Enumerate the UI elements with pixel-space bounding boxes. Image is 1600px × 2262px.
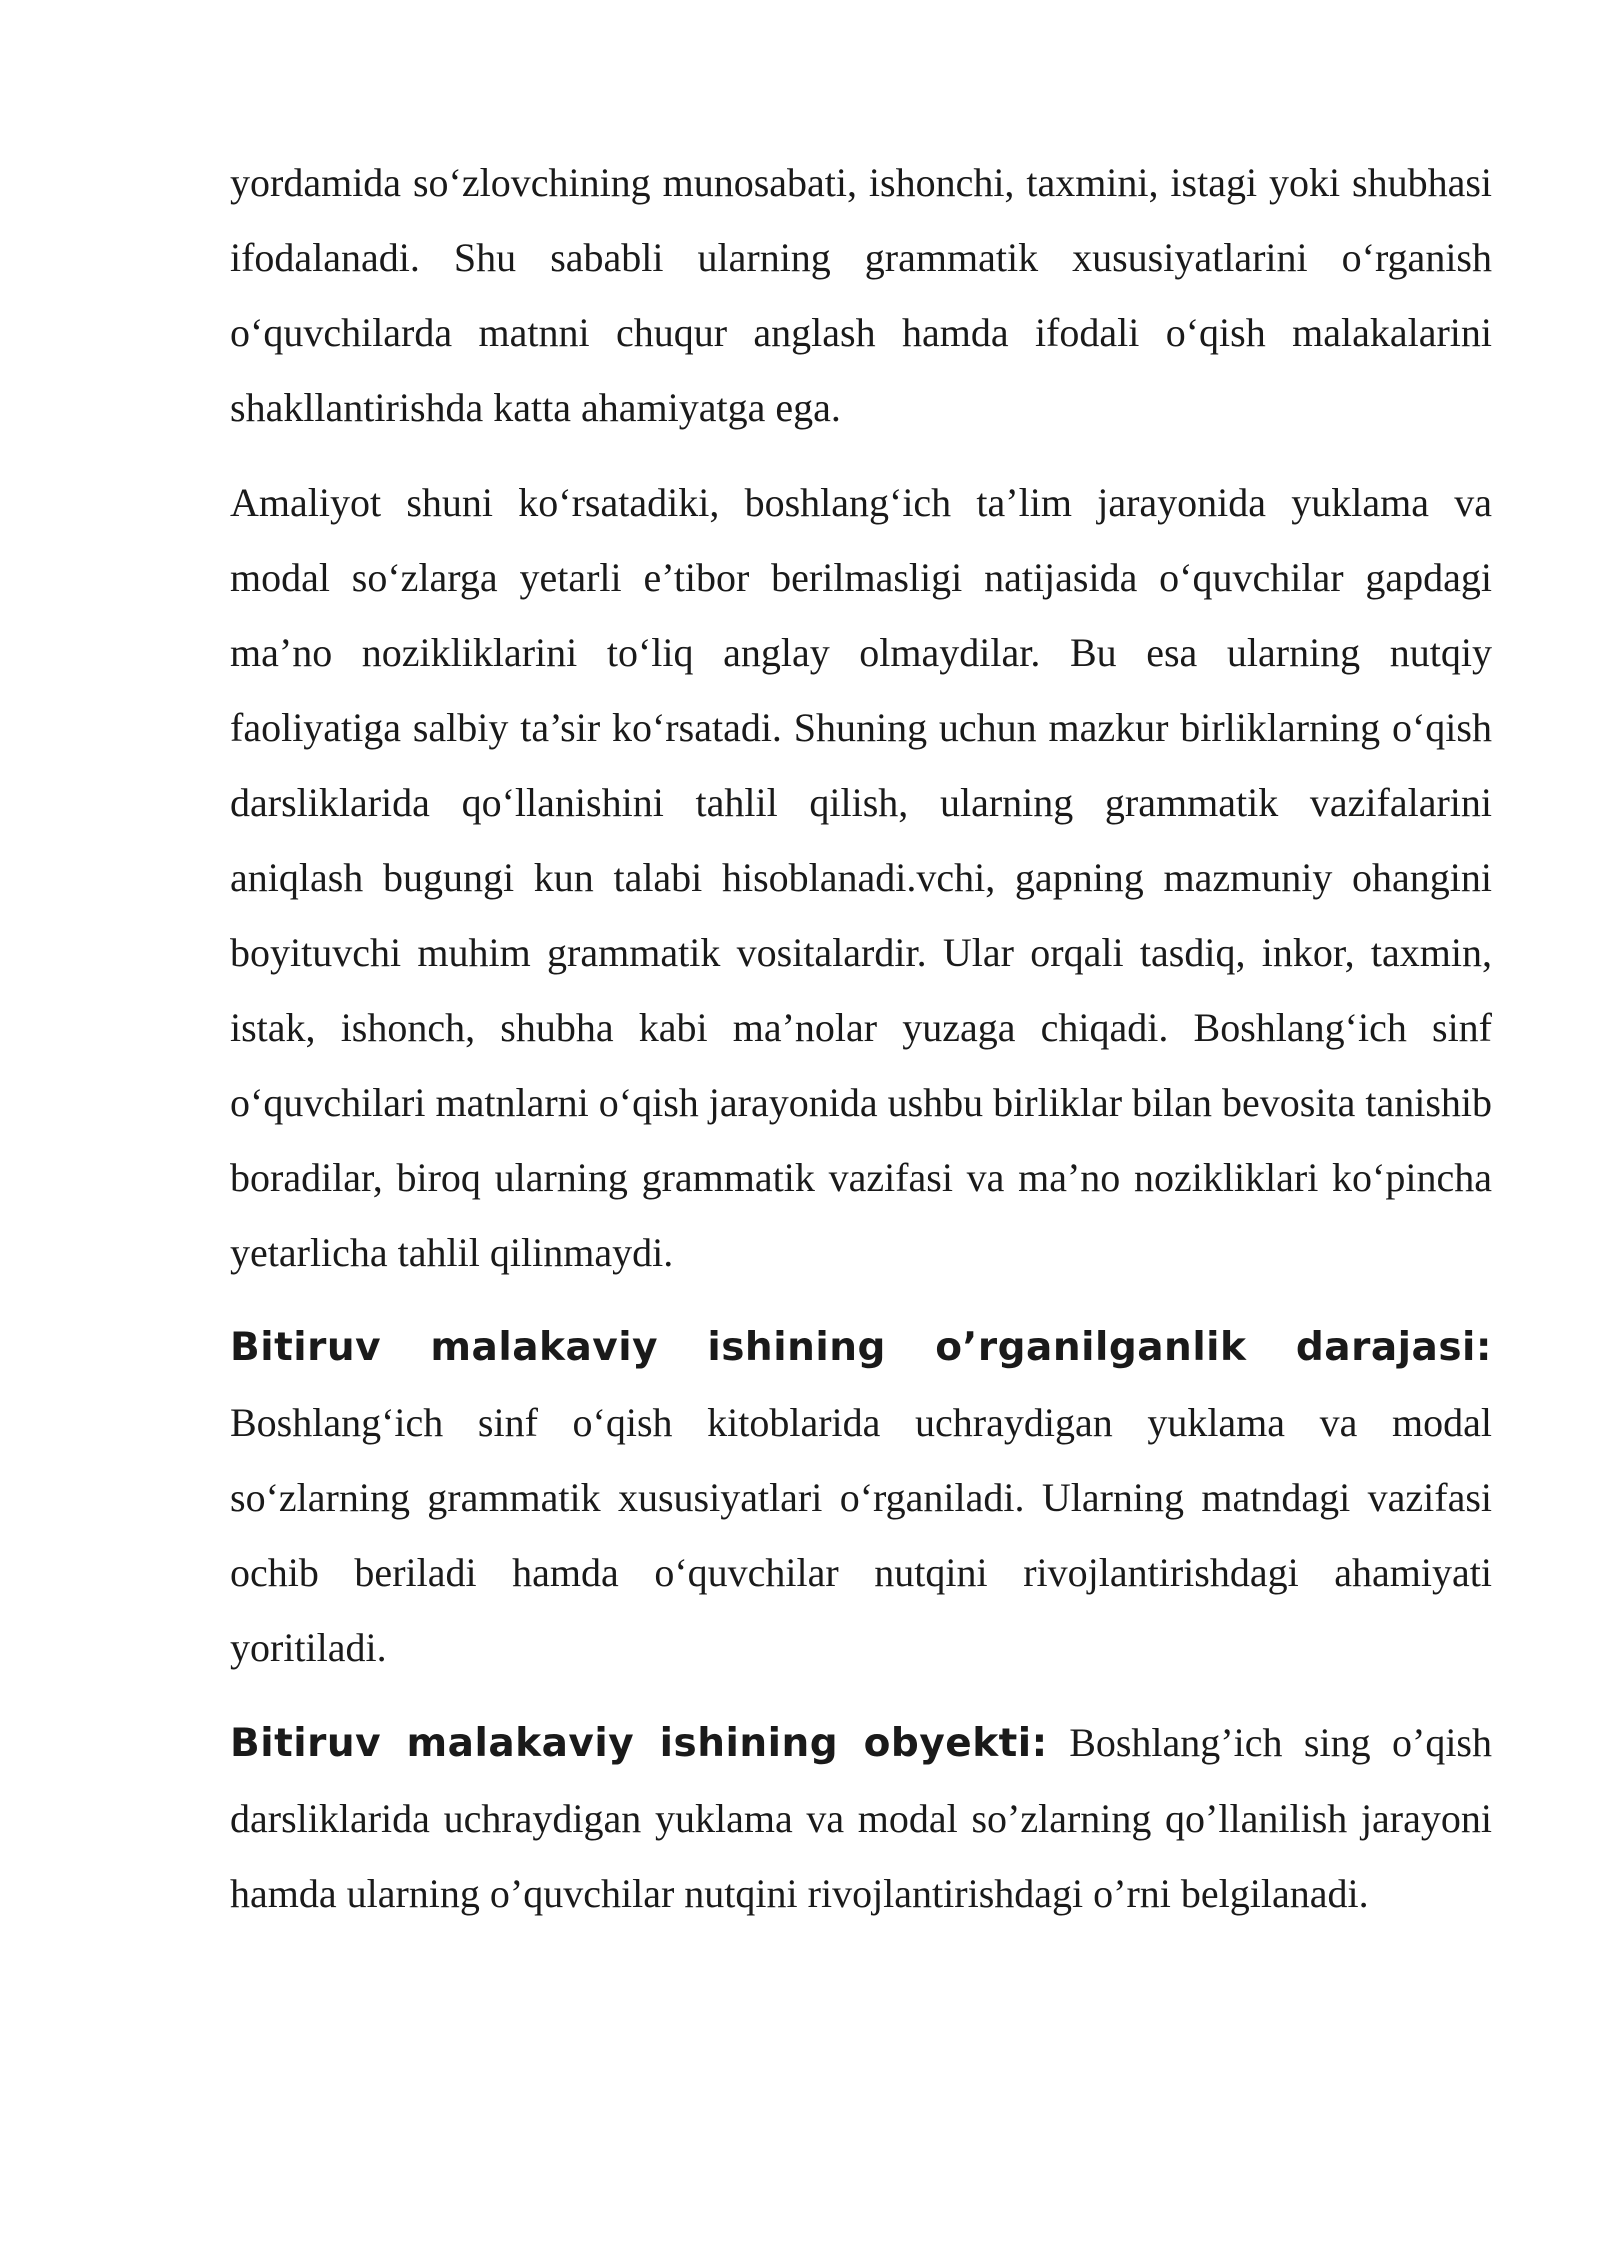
paragraph-intro: yordamida so‘zlovchining munosabati, ishonchi, taxmini, istagi yoki shubhasi ifodalanadi. Shu sababli ularning grammatik xususiyatlarini o‘rganish o‘quvchilarda matnni chuqur anglash hamda ifodali o‘qish malakalarini shakllantirishda katta ahamiyatga ega. <box>230 160 1492 430</box>
section-heading-study-level: Bitiruv malakaviy ishining o’rganilganlik darajasi: <box>230 1325 1492 1370</box>
section-heading-object: Bitiruv malakaviy ishining obyekti: <box>230 1721 1048 1766</box>
section-object <box>230 1705 1492 1931</box>
paragraph-practice: Amaliyot shuni ko‘rsatadiki, boshlang‘ich ta’lim jarayonida yuklama va modal so‘zlarga yetarli e’tibor berilmasligi natijasida o‘quvchilar gapdagi ma’no nozikliklarini to‘liq anglay olmaydilar. Bu esa ularning nutqiy faoliyatiga salbiy ta’sir ko‘rsatadi. Shuning uchun mazkur birliklarning o‘qish darsliklarida qo‘llanishini tahlil qilish, ularning grammatik vazifalarini aniqlash bugungi kun talabi hisoblanadi.vchi, gapning mazmuniy ohangini boyituvchi muhim grammatik vositalardir. Ular orqali tasdiq, inkor, taxmin, istak, ishonch, shubha kabi ma’nolar yuzaga chiqadi. Boshlang‘ich sinf o‘quvchilari matnlarni o‘qish jarayonida ushbu birliklar bilan bevosita tanishib boradilar, biroq ularning grammatik vazifasi va ma’no nozikliklari ko‘pincha yetarlicha tahlil qilinmaydi. <box>230 480 1492 1275</box>
section-study-level <box>230 1310 1492 1685</box>
section-text-object: Boshlang’ich sing o’qish darsliklarida uchraydigan yuklama va modal so’zlarning qo’llanilish jarayoni hamda ularning o’quvchilar nutqini rivojlantirishdagi o’rni belgilanadi. <box>230 1720 1492 1916</box>
section-text-study-level: Boshlang‘ich sinf o‘qish kitoblarida uchraydigan yuklama va modal so‘zlarning grammatik xususiyatlari o‘rganiladi. Ularning matndagi vazifasi ochib beriladi hamda o‘quvchilar nutqini rivojlantirishdagi ahamiyati yoritiladi. <box>230 1400 1492 1670</box>
document-page <box>230 145 1492 1951</box>
